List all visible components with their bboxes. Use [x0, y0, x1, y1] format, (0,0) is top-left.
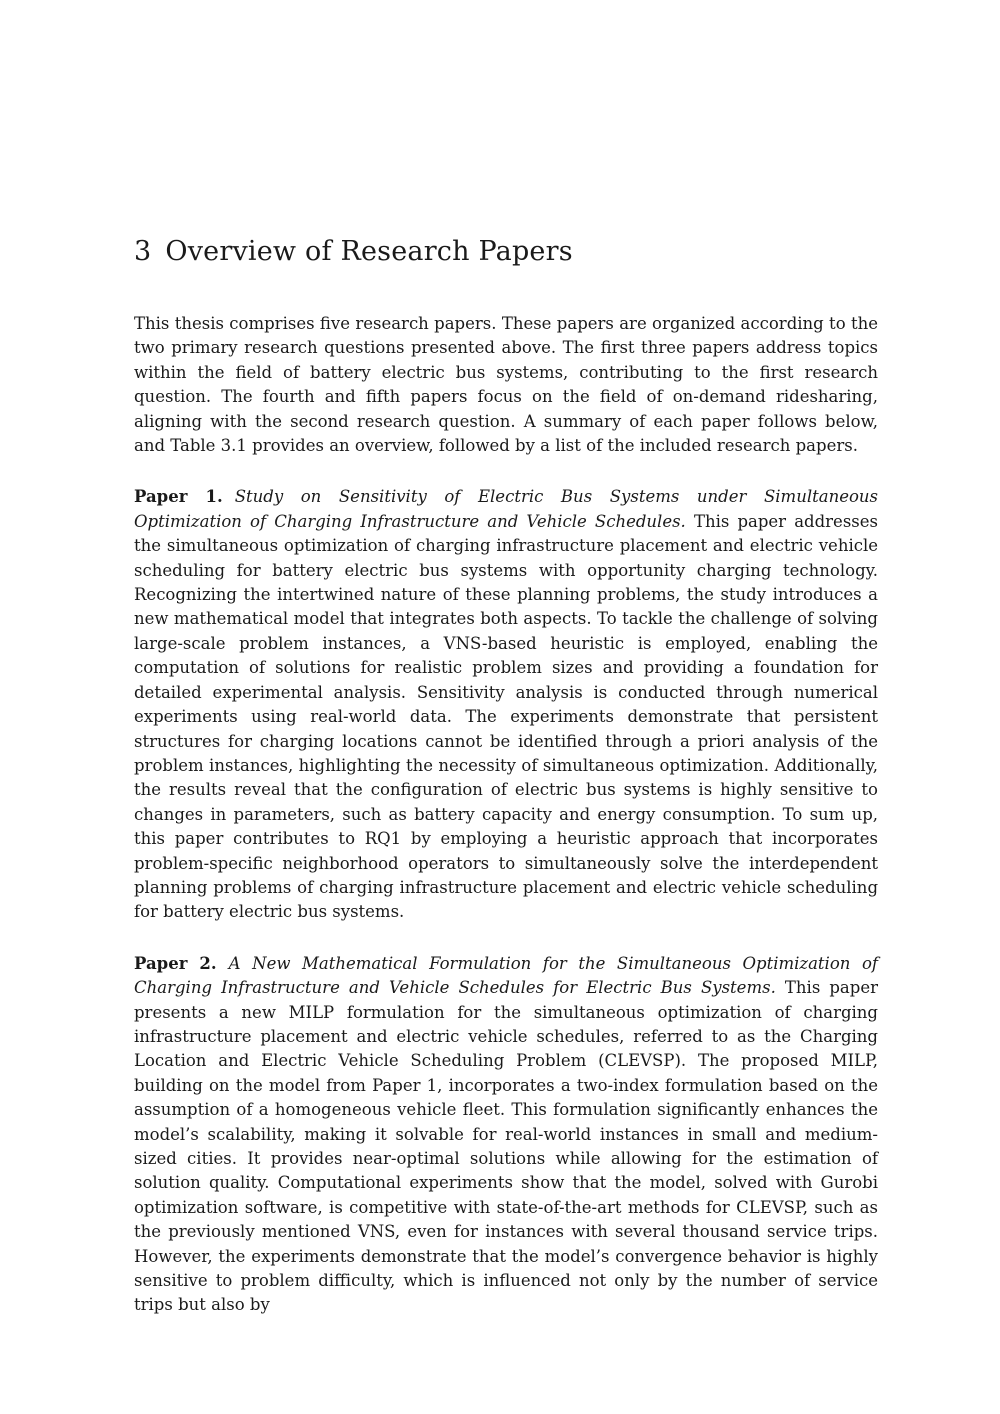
- chapter-title: Overview of Research Papers: [165, 236, 573, 267]
- chapter-heading: [134, 232, 878, 272]
- paper-2-title: A New Mathematical Formulation for the Simultaneous Optimization of Charging Infrastructure and Vehicle Schedules for Electric Bus Systems.: [134, 953, 878, 998]
- paper-2-summary: [134, 952, 878, 1318]
- paper-2-label: Paper 2.: [134, 953, 217, 973]
- paper-1-summary: [134, 485, 878, 924]
- paper-1-title: Study on Sensitivity of Electric Bus Systems under Simultaneous Optimization of Charging Infrastructure and Vehicle Schedules.: [134, 487, 878, 531]
- paper-1-label: Paper 1.: [134, 487, 223, 507]
- paper-2-body: This paper presents a new MILP formulation for the simultaneous optimization of charging infrastructure placement and electric vehicle schedules, referred to as the Charging Location and Electric Vehicle Scheduling Problem (CLEVSP). The proposed MILP, building on the model from Paper 1, incorporates a two-index formulation based on the assumption of a homogeneous vehicle fleet. This formulation significantly enhances the model’s scalability, making it solvable for real-world instances in small and medium-sized cities. It provides near-optimal solutions while allowing for the estimation of solution quality. Computational experiments show that the model, solved with Gurobi optimization software, is competitive with state-of-the-art methods for CLEVSP, such as the previously mentioned VNS, even for instances with several thousand service trips. However, the experiments demonstrate that the model’s convergence behavior is highly sensitive to problem difficulty, which is influenced not only by the number of service trips but also by: [134, 978, 878, 1315]
- paper-1-body: This paper addresses the simultaneous optimization of charging infrastructure placement and electric vehicle scheduling for battery electric bus systems with opportunity charging technology. Recognizing the intertwined nature of these planning problems, the study introduces a new mathematical model that integrates both aspects. To tackle the challenge of solving large-scale problem instances, a VNS-based heuristic is employed, enabling the computation of solutions for realistic problem sizes and providing a foundation for detailed experimental analysis. Sensitivity analysis is conducted through numerical experiments using real-world data. The experiments demonstrate that persistent structures for charging locations cannot be identified through a priori analysis of the problem instances, highlighting the necessity of simultaneous optimization. Additionally, the results reveal that the configuration of electric bus systems is highly sensitive to changes in parameters, such as battery capacity and energy consumption. To sum up, this paper contributes to RQ1 by employing a heuristic approach that incorporates problem-specific neighborhood operators to simultaneously solve the interdependent planning problems of charging infrastructure placement and electric vehicle scheduling for battery electric bus systems.: [134, 511, 878, 922]
- chapter-number: 3: [134, 236, 152, 267]
- page-content: [134, 232, 878, 1345]
- intro-paragraph: This thesis comprises five research papers. These papers are organized according to the two primary research questions presented above. The first three papers address topics within the field of battery electric bus systems, contributing to the first research question. The fourth and fifth papers focus on the field of on-demand ridesharing, aligning with the second research question. A summary of each paper follows below, and Table 3.1 provides an overview, followed by a list of the included research papers.: [134, 314, 878, 456]
